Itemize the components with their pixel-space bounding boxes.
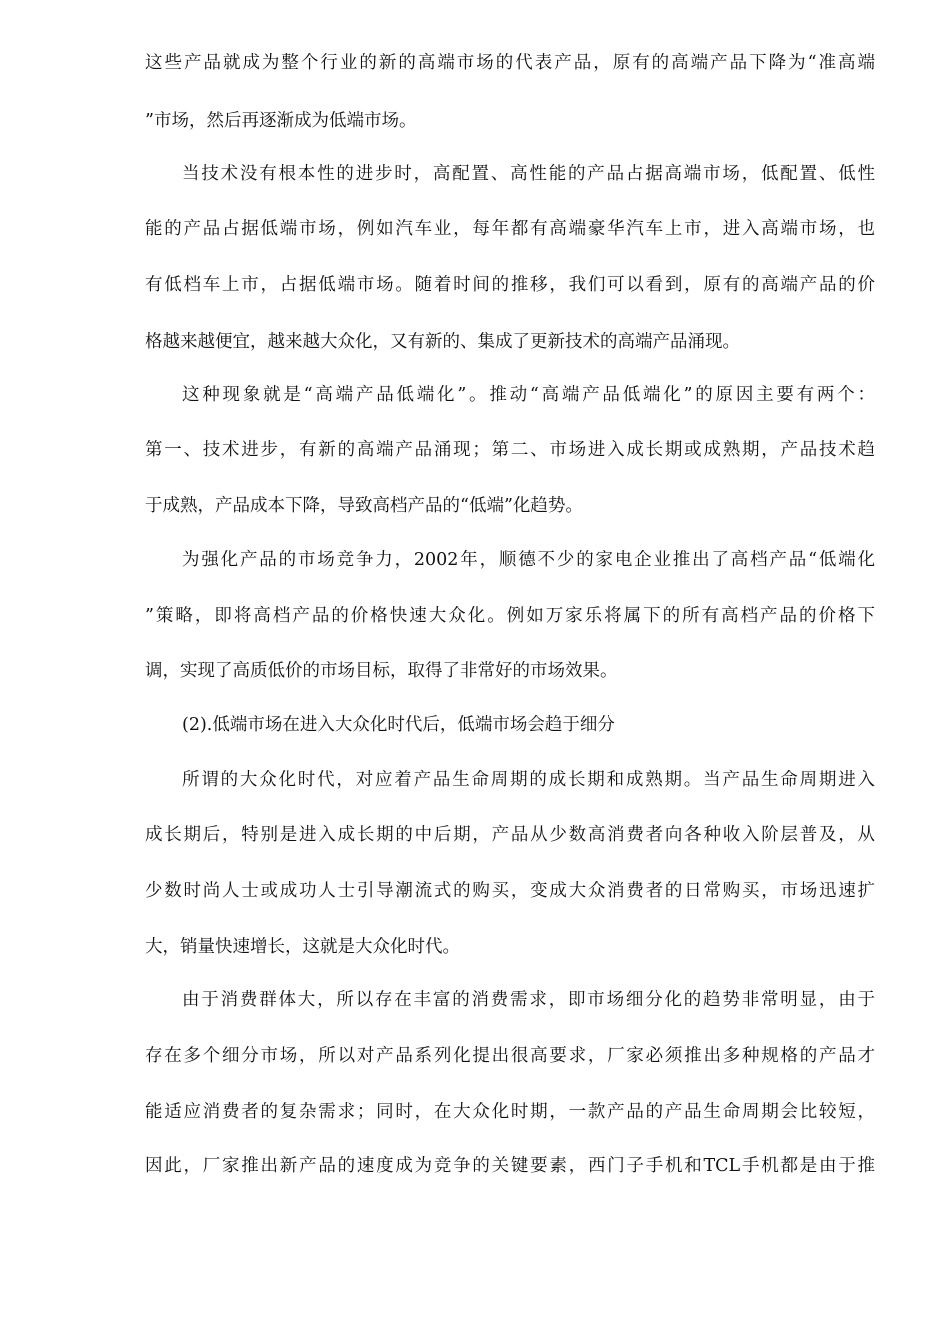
text-line: 大，销量快速增长，这就是大众化时代。 [145, 937, 460, 957]
text-line: 第一、技术进步，有新的高端产品涌现；第二、市场进入成长期或成熟期，产品技术趋 [145, 440, 875, 460]
text-line: 少数时尚人士或成功人士引导潮流式的购买，变成大众消费者的日常购买，市场迅速扩 [145, 881, 875, 901]
text-line: 由于消费群体大，所以存在丰富的消费需求，即市场细分化的趋势非常明显，由于 [182, 990, 875, 1010]
text-line: 于成熟，产品成本下降，导致高档产品的“低端”化趋势。 [145, 496, 583, 516]
text-line: 成长期后，特别是进入成长期的中后期，产品从少数高消费者向各种收入阶层普及，从 [145, 825, 875, 845]
text-line: 调，实现了高质低价的市场目标，取得了非常好的市场效果。 [145, 661, 618, 681]
text-line: 能适应消费者的复杂需求；同时，在大众化时期，一款产品的产品生命周期会比较短， [145, 1102, 875, 1122]
text-line: 这些产品就成为整个行业的新的高端市场的代表产品，原有的高端产品下降为“准高端 [145, 53, 875, 73]
text-line: 这种现象就是“高端产品低端化”。推动“高端产品低端化”的原因主要有两个： [182, 385, 875, 405]
text-line: 存在多个细分市场，所以对产品系列化提出很高要求，厂家必须推出多种规格的产品才 [145, 1046, 875, 1066]
text-line: 当技术没有根本性的进步时，高配置、高性能的产品占据高端市场，低配置、低性 [182, 164, 875, 184]
text-line: 能的产品占据低端市场，例如汽车业，每年都有高端豪华汽车上市，进入高端市场，也 [145, 219, 875, 239]
text-line: 格越来越便宜，越来越大众化，又有新的、集成了更新技术的高端产品涌现。 [145, 332, 740, 352]
section-heading: (2).低端市场在进入大众化时代后，低端市场会趋于细分 [182, 715, 615, 735]
text-line: 为强化产品的市场竞争力，2002年，顺德不少的家电企业推出了高档产品“低端化 [182, 550, 875, 570]
text-line: 因此，厂家推出新产品的速度成为竞争的关键要素，西门子手机和TCL手机都是由于推 [145, 1156, 875, 1176]
text-line: ”市场，然后再逐渐成为低端市场。 [145, 111, 417, 131]
text-line: 所谓的大众化时代，对应着产品生命周期的成长期和成熟期。当产品生命周期进入 [182, 770, 875, 790]
text-line: ”策略，即将高档产品的价格快速大众化。例如万家乐将属下的所有高档产品的价格下 [145, 606, 875, 626]
text-line: 有低档车上市，占据低端市场。随着时间的推移，我们可以看到，原有的高端产品的价 [145, 275, 875, 295]
